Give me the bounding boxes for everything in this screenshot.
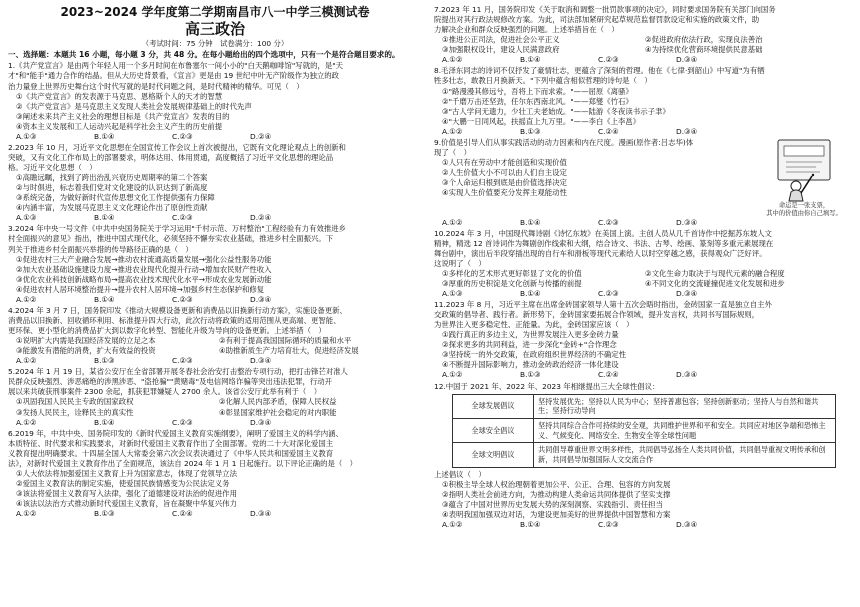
question-stem-line: 格。习近平文化思想（ ） — [8, 163, 97, 172]
option-grid — [434, 269, 848, 289]
answer-choice: D.③④ — [250, 417, 272, 427]
answer-choice: D.③④ — [676, 520, 698, 530]
initiative-row — [453, 443, 836, 467]
option-statement: ④为持续优化营商环境提供民意基础 — [645, 45, 763, 55]
option-grid — [8, 336, 422, 356]
answer-choice: A.①② — [16, 417, 37, 427]
option-statement: ④彰显国家维护社会稳定的对内职能 — [219, 407, 337, 417]
option-statement: ①积极主导全球人权治理朝着更加公平、公正、合理、包容的方向发展 — [442, 479, 671, 489]
question-stem-line: 法》，对新时代爱国主义教育作出了全面规范，该法自 2024 年 1 月 1 日起施行。以下评论正确的是（ ） — [8, 458, 358, 468]
question-1 — [8, 61, 422, 142]
option-statement: ④促进农村人居环境整治提升→提升农村人居环境→加强乡村生态保护和修复 — [16, 284, 265, 294]
option-statement: ②加大农业基础设施建设力度→推进农业现代化提升行动→增加农民财产性收入 — [16, 264, 272, 274]
question-9-options — [434, 218, 848, 228]
answer-choices — [434, 218, 848, 228]
initiative-name: 全球安全倡议 — [453, 419, 534, 443]
exam-meta: （考试时间：75 分钟 试卷满分：100 分） — [141, 39, 289, 48]
answer-choice: B.①④ — [94, 294, 115, 304]
question-stem-line: 牲多壮志，敢教日月换新天。"下列中蕴含相似哲理的诗句是（ ） — [434, 76, 652, 86]
option-statement: ①说明扩大内需是我国经济发展的立足之本 — [16, 336, 156, 346]
question-stem-line: 本质特征、时代要求和实践要求，对新时代爱国主义教育作出了全面部署。党的二十大对深化爱国主 — [8, 438, 334, 448]
option-statement: ②促进政府依法行政，实现良法善治 — [645, 35, 763, 45]
answer-choices — [8, 418, 422, 428]
cartoon-caption-line-1: 命运是一张支票， — [778, 201, 830, 209]
question-10 — [434, 229, 848, 299]
answer-choices — [8, 213, 422, 223]
option-grid — [8, 397, 422, 417]
question-stem-line: 9.价值是引导人们从事实践活动的动力因素和内在尺度。漫画(原作者:吕志华)体 — [434, 137, 694, 147]
question-3 — [8, 224, 422, 305]
answer-choice: C.②③ — [598, 288, 619, 298]
answer-choice: D.③④ — [676, 55, 698, 65]
answer-choices — [434, 55, 848, 65]
option-statement: ④"大鹏一日同风起，扶摇直上九万里。"——李白《上李邕》 — [442, 116, 641, 126]
answer-choice: D.③④ — [676, 370, 698, 380]
option-statement: ④助推新质生产力培育壮大，促进经济发展 — [219, 346, 359, 356]
answer-choice: B.①③ — [94, 356, 115, 366]
question-stem-line: 交政策的倡导者、践行者。新形势下，金砖国家要拓展合作领域，提升发言权，共同书写国际规则， — [434, 310, 760, 320]
question-7 — [434, 5, 848, 65]
answer-choice: D.③④ — [250, 509, 272, 519]
option-statement: ①巩固我国人民民主专政的国家政权 — [16, 397, 134, 407]
section-heading: 一、选择题：本题共 16 小题，每小题 3 分，共 48 分。在每小题给出的四个选项中，只有一个是符合题目要求的。 — [8, 50, 400, 60]
answer-choice: A.①③ — [16, 213, 37, 223]
answer-choice: C.②③ — [172, 131, 193, 141]
option-statement: ③阐述未来共产主义社会的理想目标是《共产党宣言》发表的目的 — [16, 111, 230, 121]
answer-choice: D.③④ — [250, 356, 272, 366]
question-12-stem — [434, 382, 848, 392]
answer-choice: C.②④ — [598, 126, 619, 136]
question-8 — [434, 66, 848, 136]
option-statement: ④实现人生价值要充分发挥主观能动性 — [442, 188, 567, 198]
option-statement: ②与时俱进，标志着我们党对文化建设的认识达到了新高度 — [16, 183, 208, 193]
answer-choice: C.②③ — [598, 520, 619, 530]
option-statement: ③发扬人民民主，诠释民主的真实性 — [16, 407, 134, 417]
answer-choice: A.①② — [442, 520, 463, 530]
answer-choices — [434, 289, 848, 299]
initiative-row — [453, 419, 836, 443]
answer-choice: C.②③ — [172, 417, 193, 427]
answer-choices — [8, 356, 422, 366]
answer-choice: D.③④ — [676, 217, 698, 227]
option-statement: ④内涵丰富，为发展马克思主义文化理论作出了原创性贡献 — [16, 203, 208, 213]
option-statement: ②文化生命力取决于与现代元素的融合程度 — [645, 268, 785, 278]
option-statement: ④该法以法治方式推动新时代爱国主义教育，旨在凝聚中华复兴伟力 — [16, 499, 237, 509]
question-stem-line: 突破，又有文化工作布局上的部署要求，明体达用、体用贯通，高度概括了习近平文化思想的理论品 — [8, 152, 334, 162]
question-stem-line: 精神，精选 12 首诗词作为舞剧创作线索和大纲，结合诗文、书法、古琴、绘画、篆刻等多重元素展现在 — [434, 238, 774, 248]
question-stem-line: 10.2024 年 3 月，中国现代舞诗剧《诗忆东坡》在美国上演。主创人员从几千首诗作中挖掘苏东坡人文 — [434, 228, 772, 238]
answer-choice: B.①③ — [520, 370, 541, 380]
answer-choices — [8, 295, 422, 305]
answer-choice: B.①④ — [94, 213, 115, 223]
option-statement: ②爱国主义教育法的制定实施，使爱国民族情感变为公民法定义务 — [16, 478, 230, 488]
answer-choice: A.①② — [442, 126, 463, 136]
answer-choice: A.①③ — [442, 288, 463, 298]
initiative-content: 坚持共同综合合作可持续的安全观，共同维护世界和平和安全。共同应对地区争端和恐怖主义、气候变化、网络安全、生物安全等全球性问题 — [534, 419, 836, 443]
answer-choice: B.①④ — [520, 55, 541, 65]
question-stem-line: 11.2023 年 8 月，习近平主席在出席金砖国家领导人第十五次会晤时指出，金砖国家一直是独立自主外 — [434, 300, 772, 310]
initiative-name: 全球文明倡议 — [453, 443, 534, 467]
answer-choice: D.②④ — [250, 213, 272, 223]
option-statement: ④表明我国加强双边对话，为建设更加美好的世界提供中国智慧和方案 — [442, 510, 671, 520]
answer-choice: A.①② — [442, 370, 463, 380]
question-11 — [434, 300, 848, 381]
question-stem-line: 7.2023 年 11 月，国务院印发《关于取消和调整一批罚款事项的决定》，同时要求国务院有关部门向国务 — [434, 5, 776, 14]
answer-choices — [8, 132, 422, 142]
question-stem-line: 才"和"能手"通力合作的结晶。但从大历史背景看，《宣言》更是由 19 世纪中叶无产阶级作为独立的政 — [8, 71, 340, 81]
option-statement: ③坚持统一的外交政策，在政府组织世界经济的不确定性 — [442, 350, 627, 360]
cartoon-figure — [760, 138, 848, 218]
question-stem-line: 村全面振兴的意见》指出，推进中国式现代化，必须坚持不懈夯实农业基础，推进乡村全面振兴。下 — [8, 234, 334, 244]
question-stem-line: 现了（ ） — [434, 147, 471, 157]
answer-choice: C.②③ — [172, 294, 193, 304]
question-4 — [8, 306, 422, 366]
question-5 — [8, 367, 422, 427]
option-statement: ②化解人民内部矛盾，保障人民权益 — [219, 397, 337, 407]
option-statement: ②《共产党宣言》是马克思主义发现人类社会发展规律基础上的时代先声 — [16, 101, 252, 111]
question-6 — [8, 429, 422, 520]
initiative-row — [453, 394, 836, 418]
answer-choice: B.①④ — [520, 288, 541, 298]
option-statement: ③"古人学问无遗力，少壮工夫老始成。"——陆游《冬夜读书示子聿》 — [442, 106, 670, 116]
answer-choice: A.①② — [442, 217, 463, 227]
option-statement: ③能激发有潜能的消费，扩大有效益的投资 — [16, 346, 156, 356]
answer-choice: C.②③ — [172, 356, 193, 366]
option-statement: ②"千磨万击还坚劲，任尔东西南北风。"——郑燮《竹石》 — [442, 96, 633, 106]
question-stem-line: 为世界注入更多稳定性、正能量。为此，金砖国家应该（ ） — [434, 320, 634, 330]
answer-choice: B.①④ — [94, 131, 115, 141]
option-statement: ③系统完备，为做好新时代宣传思想文化工作提供强有力保障 — [16, 193, 215, 203]
initiative-name: 全球发展倡议 — [453, 394, 534, 418]
option-statement: ③优化农业科技创新战略布局→提高农业技术现代化水平→形成农业发展新动能 — [16, 274, 272, 284]
question-stem-line: 2.2023 年 10 月，习近平文化思想在全国宣传工作会议上首次被提出，它既有文化理论观点上的创新和 — [8, 142, 346, 152]
initiative-content: 坚持发展优先；坚持以人民为中心；坚持普惠包容；坚持创新驱动；坚持人与自然和谐共生；坚持行动导向 — [534, 394, 836, 418]
option-statement: ①《共产党宣言》的发表源于马克思、恩格斯个人的天才的智慧 — [16, 91, 223, 101]
question-2 — [8, 143, 422, 224]
option-statement: ④不断提升国际影响力，推动金砖政治经济一体化建设 — [442, 360, 619, 370]
option-statement: ③个人命运归根到底是由价值选择决定 — [442, 178, 567, 188]
option-statement: ①推进公正司法，促进社会公平正义 — [442, 35, 560, 45]
answer-choice: B.①④ — [94, 417, 115, 427]
option-statement: ③厚重的历史积淀是文化创新与传播的前提 — [442, 278, 582, 288]
answer-choice: C.②③ — [598, 217, 619, 227]
question-9-text — [434, 138, 756, 218]
answer-choice: A.①③ — [16, 131, 37, 141]
question-12 — [434, 382, 848, 531]
option-statement: ②有利于提高我国国际循环的质量和水平 — [219, 336, 352, 346]
answer-choice: A.①② — [16, 294, 37, 304]
answer-choice: C.②③ — [598, 55, 619, 65]
question-stem-line: 治力量登上世界历史舞台这个时代写就的是时代问题之间，是时代精神的精华。可见（ ） — [8, 81, 304, 91]
answer-choice: D.③④ — [250, 294, 272, 304]
answer-choice: C.②④ — [172, 509, 193, 519]
option-statement: ①人大依法将加强爱国主义教育上升为国家意志，体现了党领导立法 — [16, 468, 237, 478]
option-statement: ①践行真正的多边主义，为世界发展注入更多金砖力量 — [442, 330, 619, 340]
question-stem-line: 这说明了（ ） — [434, 258, 486, 268]
question-stem-line: 6.2019 年，中共中央、国务院印发的《新时代爱国主义教育实施纲要》，阐明了爱国主义的科学内涵、 — [8, 428, 343, 438]
option-statement: ②指明人类社会前进方向，为推动构建人类命运共同体提供了坚实支撑 — [442, 490, 671, 500]
question-stem-line: 义教育提出明确要求。十四届全国人大常委会第六次会议表决通过了《中华人民共和国爱国主义教育 — [8, 448, 334, 458]
option-statement: ④不同文化的交流碰撞促进文化发展和进步 — [645, 278, 785, 288]
option-statement: ④资本主义发展和工人运动兴起是科学社会主义产生的历史前提 — [16, 121, 223, 131]
answer-choice: D.③④ — [676, 126, 698, 136]
cartoon-caption-line-2: 其中的价值由你自己填写。 — [766, 209, 842, 217]
cartoon-icon — [768, 138, 840, 202]
answer-choices — [434, 370, 848, 380]
option-statement: ①"路漫漫其修远兮，吾将上下而求索。"——屈原《离骚》 — [442, 86, 633, 96]
option-statement: ①促进农村三大产业融合发展→推动农村流通高质量发展→强化公益性服务功能 — [16, 254, 272, 264]
question-12-prompt: 上述倡议（ ） — [434, 469, 486, 479]
question-stem-line: 列关于推进乡村全面振兴举措的传导路径正确的是（ ） — [8, 244, 193, 254]
answer-choice: B.①④ — [520, 217, 541, 227]
question-stem-line: 4.2024 年 3 月 7 日，国务院印发《推动大规模设备更新和消费品以旧换新行动方案》，实施设备更新、 — [8, 305, 347, 315]
question-stem-line: 展以来共破获刑事案件 2300 余起，抓获犯罪嫌疑人 2700 余人。该省公安厅此举有利于（ ） — [8, 387, 322, 397]
exam-subject: 高三政治 — [184, 20, 245, 38]
answer-choice: C.②④ — [598, 370, 619, 380]
initiative-content: 共同倡导尊重世界文明多样性，共同倡导弘扬全人类共同价值，共同倡导重视文明传承和创新，共同倡导加强国际人文交流合作 — [534, 443, 836, 467]
question-stem-line: 12.中国于 2021 年、2022 年、2023 年相继提出三大全球性倡议： — [434, 381, 660, 391]
question-stem-line: 力解决企业和群众反映强烈的问题。上述举措旨在（ ） — [434, 25, 619, 35]
question-stem-line: 更环保、更小型化的消费品扩大到以数字化转型、智能化升级为导向的设备更新。上述举措（ ） — [8, 326, 326, 335]
right-column — [434, 5, 848, 531]
question-stem-line: 8.毛泽东同志的诗词不仅抒发了豪情壮志，更蕴含了深刻的哲理。他在《七律·到韶山》中写道"为有牺 — [434, 66, 765, 76]
option-statement: ①高瞻远瞩，找到了跨出治乱兴衰历史周期率的第二个答案 — [16, 173, 208, 183]
answer-choice: B.①④ — [520, 520, 541, 530]
answer-choice: D.②④ — [250, 131, 272, 141]
answer-choice: B.①③ — [520, 126, 541, 136]
option-statement: ②人生价值大小不可以由人们自主设定 — [442, 168, 567, 177]
question-stem-line: 民群众反映强烈、涉恶痛绝的涉黑涉恶、"盗抢骗""黄赌毒"及电信网络诈骗等突出违法犯罪，行动开 — [8, 377, 333, 387]
answer-choice: A.①② — [16, 509, 37, 519]
exam-title: 2023~2024 学年度第二学期南昌市八一中学三模测试卷 — [60, 5, 370, 19]
option-grid — [434, 35, 848, 55]
option-statement: ①多样化的艺术形式更好彰显了文化的价值 — [442, 268, 582, 278]
question-12-options — [434, 470, 848, 530]
left-column — [8, 5, 422, 531]
answer-choice: B.①③ — [94, 509, 115, 519]
answer-choice: D.③④ — [676, 288, 698, 298]
answer-choices — [8, 509, 422, 519]
answer-choice: A.①② — [442, 55, 463, 65]
global-initiatives-table — [452, 394, 836, 468]
question-stem-line: 舞台剧中，演出后半段穿插出现的自行车和滑板等现代元素给人以时空穿越之感，获得观众广泛好评。 — [434, 248, 767, 258]
option-statement: ③该法将爱国主义教育写入法律，强化了道德建设对法治的促进作用 — [16, 489, 237, 498]
answer-choices — [434, 520, 848, 530]
option-statement: ③加强限权设计，建设人民满意政府 — [442, 45, 560, 55]
answer-choice: C.②③ — [172, 213, 193, 223]
answer-choice: A.①② — [16, 356, 37, 366]
option-statement: ③蕴含了中国对世界历史发展大势的深刻洞察、实践指引、责任担当 — [442, 500, 663, 510]
left-question-list — [8, 61, 422, 519]
question-stem-line: 院提出对其行政法规修改方案。为此，司法部加紧研究起草规范监督罚款设定和实施的政策文件，助 — [434, 15, 760, 25]
option-statement: ①人只有在劳动中才能创造和实现价值 — [442, 157, 567, 167]
question-stem-line: 消费品以旧换新、回收循环利用、标准提升四大行动，此次行动将政策的适用范围从更高端、更智能、 — [8, 315, 341, 325]
answer-choices — [434, 127, 848, 137]
question-stem-line: 5.2024 年 1 月 19 日，某省公安厅在全省部署开展冬春社会治安打击整治专项行动，把打击锋芒对准人 — [8, 367, 348, 377]
question-stem-line: 1.《共产党宣言》是由两个年轻人用一个多月时间在布鲁塞尔一间小小的"白天鹅咖啡馆"写就的，是"天 — [8, 61, 344, 71]
option-statement: ②探求更多的共同利益，进一步深化"金砖+"合作理念 — [442, 340, 617, 350]
question-stem-line: 3.2024 年中央一号文件《中共中央国务院关于学习运用"千村示范、万村整治"工程经验有力有效推进乡 — [8, 224, 347, 234]
question-9 — [434, 138, 848, 228]
